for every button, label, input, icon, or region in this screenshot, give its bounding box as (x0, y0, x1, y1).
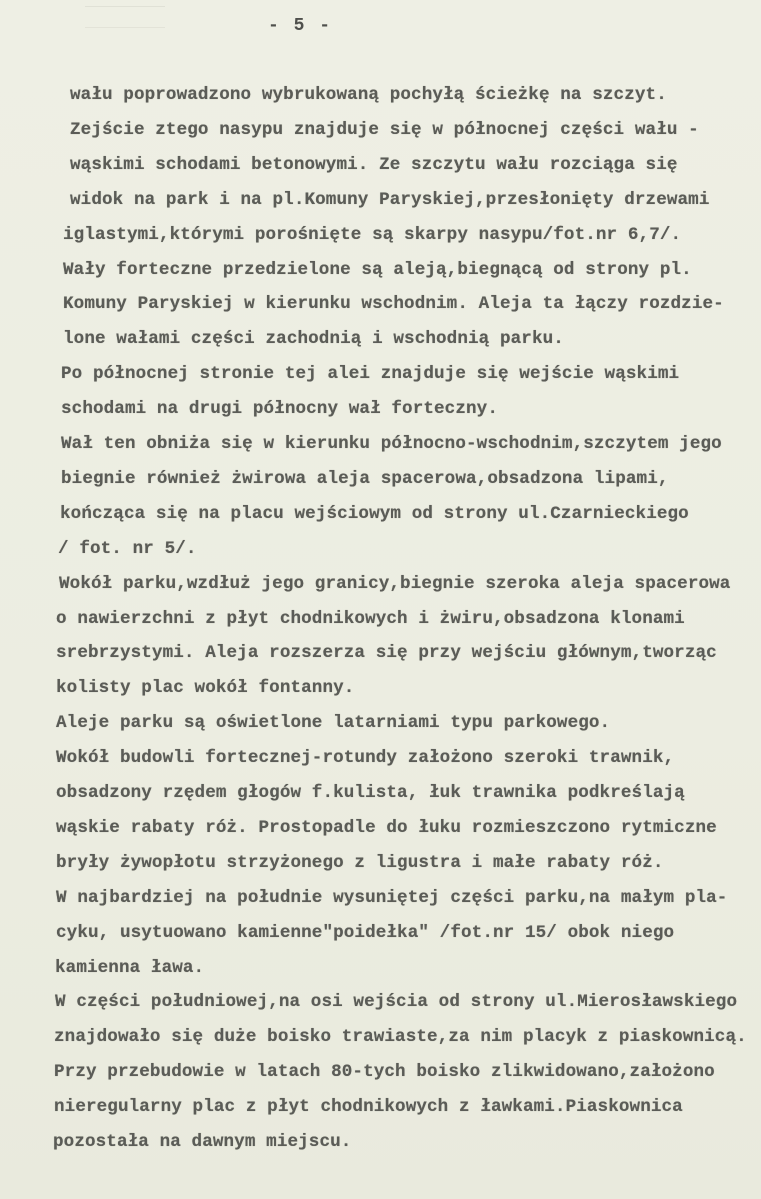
text-line: biegnie również żwirowa aleja spacerowa,obsadzona lipami, (61, 468, 669, 489)
text-line: cyku, usytuowano kamienne"poidełka" /fot.nr 15/ obok niego (56, 922, 675, 943)
text-line: W najbardziej na południe wysuniętej części parku,na małym pla- (56, 887, 728, 908)
faded-stamp (85, 6, 165, 28)
text-line: Wały forteczne przedzielone są aleją,biegnącą od strony pl. (63, 259, 692, 280)
text-line: nieregularny plac z płyt chodnikowych z ławkami.Piaskownica (54, 1097, 683, 1118)
text-line: srebrzystymi. Aleja rozszerza się przy wejściu głównym,tworząc (56, 643, 717, 664)
text-line: Aleje parku są oświetlone latarniami typu parkowego. (56, 713, 611, 734)
page-number: - 5 - (268, 16, 333, 36)
text-line: wąskimi schodami betonowymi. Ze szczytu wału rozciąga się (70, 154, 678, 175)
text-line: pozostała na dawnym miejscu. (53, 1132, 352, 1152)
text-line: iglastymi,którymi porośnięte są skarpy nasypu/fot.nr 6,7/. (63, 224, 682, 245)
text-line: Komuny Paryskiej w kierunku wschodnim. Aleja ta łączy rozdzie- (63, 294, 724, 315)
text-line: Zejście ztego nasypu znajduje się w północnej części wału - (70, 119, 699, 140)
text-line: / fot. nr 5/. (58, 538, 197, 559)
text-line: obsadzony rzędem głogów f.kulista, łuk trawnika podkreślają (56, 783, 685, 803)
text-line: kamienna ława. (55, 957, 205, 978)
text-line: Wał ten obniża się w kierunku północno-wschodnim,szczytem jego (61, 434, 722, 454)
text-line: wału poprowadzono wybrukowaną pochyłą ścieżkę na szczyt. (70, 85, 667, 105)
text-line: lone wałami części zachodnią i wschodnią parku. (63, 329, 564, 350)
text-line: W części południowej,na osi wejścia od strony ul.Mierosławskiego (55, 992, 738, 1013)
text-line: kolisty plac wokół fontanny. (56, 678, 355, 699)
text-line: widok na park i na pl.Komuny Paryskiej,przesłonięty drzewami (70, 189, 710, 210)
text-line: bryły żywopłotu strzyżonego z ligustra i małe rabaty róż. (56, 852, 664, 873)
text-line: znajdowało się duże boisko trawiaste,za nim placyk z piaskownicą. (54, 1027, 747, 1048)
text-line: kończąca się na placu wejściowym od strony ul.Czarnieckiego (60, 503, 689, 524)
text-line: Przy przebudowie w latach 80-tych boisko zlikwidowano,założono (54, 1062, 715, 1083)
text-line: wąskie rabaty róż. Prostopadle do łuku rozmieszczono rytmiczne (56, 817, 717, 838)
text-line: Po północnej stronie tej alei znajduje się wejście wąskimi (61, 364, 680, 385)
text-line: Wokół budowli fortecznej-rotundy założono szeroki trawnik, (56, 748, 675, 769)
text-line: schodami na drugi północny wał forteczny. (61, 399, 498, 420)
text-line: Wokół parku,wzdłuż jego granicy,biegnie szeroka aleja spacerowa (59, 573, 731, 594)
text-line: o nawierzchni z płyt chodnikowych i żwiru,obsadzona klonami (56, 608, 685, 629)
